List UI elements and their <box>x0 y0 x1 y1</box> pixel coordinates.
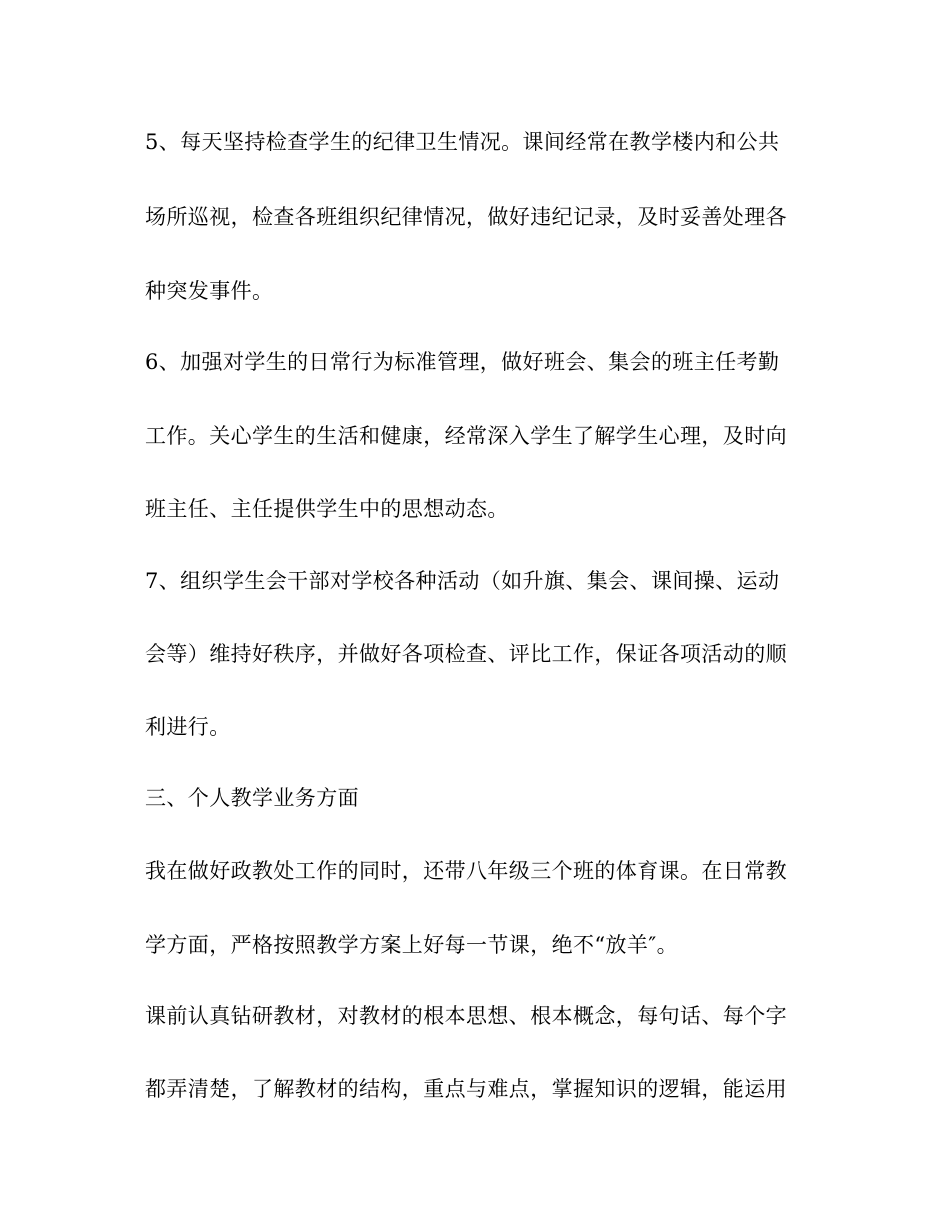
paragraph-7-line-1: 7、组织学生会干部对学校各种活动（如升旗、集会、课间操、运动 <box>145 569 780 593</box>
paragraph-7-line-2: 会等）维持好秩序，并做好各项检查、评比工作，保证各项活动的顺 <box>145 642 787 666</box>
paragraph-5-line-1: 5、每天坚持检查学生的纪律卫生情况。课间经常在教学楼内和公共 <box>145 130 780 154</box>
paragraph-6-line-3: 班主任、主任提供学生中的思想动态。 <box>145 497 509 521</box>
preparation-paragraph-line-1: 课前认真钻研教材，对教材的根本思想、根本概念，每句话、每个字 <box>145 1004 787 1028</box>
teaching-paragraph-line-2: 学方面，严格按照教学方案上好每一节课，绝不“放羊″。 <box>145 933 678 957</box>
paragraph-6-line-2: 工作。关心学生的生活和健康，经常深入学生了解学生心理，及时向 <box>145 424 787 448</box>
paragraph-5-line-3: 种突发事件。 <box>145 279 274 303</box>
paragraph-6-line-1: 6、加强对学生的日常行为标准管理，做好班会、集会的班主任考勤 <box>145 350 780 374</box>
paragraph-5-line-2: 场所巡视，检查各班组织纪律情况，做好违纪记录，及时妥善处理各 <box>145 205 787 229</box>
paragraph-7-line-3: 利进行。 <box>145 715 231 739</box>
preparation-paragraph-line-2: 都弄清楚，了解教材的结构，重点与难点，掌握知识的逻辑，能运用 <box>145 1077 787 1101</box>
teaching-paragraph-line-1: 我在做好政教处工作的同时，还带八年级三个班的体育课。在日常教 <box>145 859 787 883</box>
section-heading: 三、个人教学业务方面 <box>145 786 359 810</box>
